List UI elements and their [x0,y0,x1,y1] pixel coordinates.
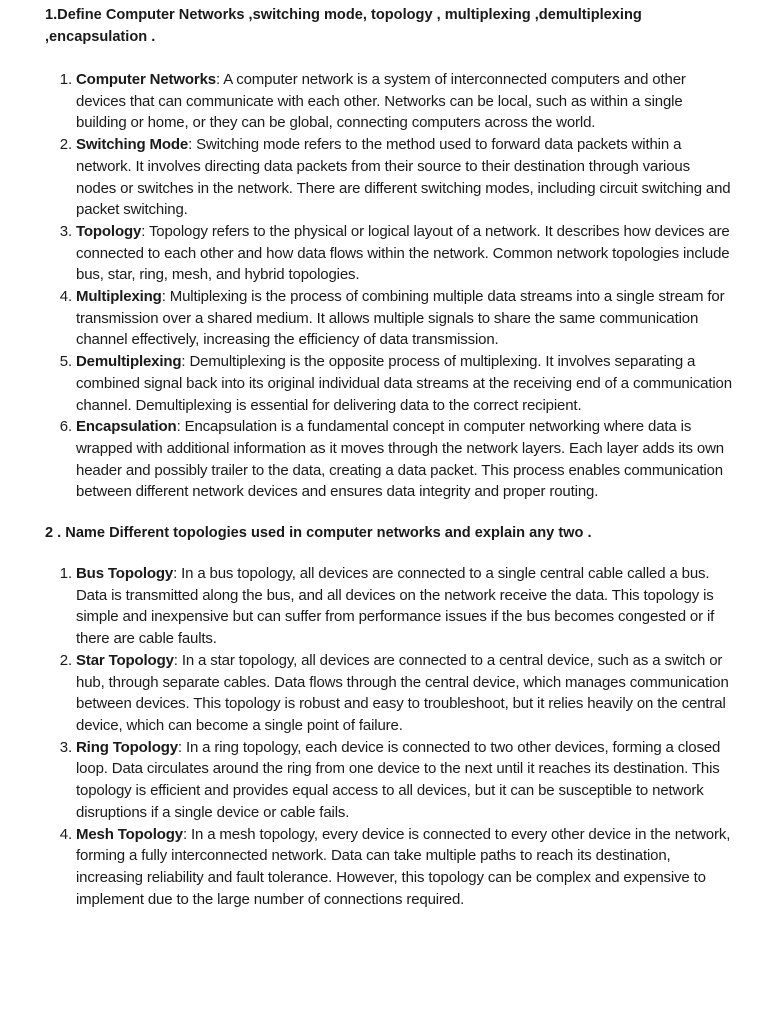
term-demultiplexing: Demultiplexing [76,353,182,371]
term-ring-topology: Ring Topology [76,738,178,756]
term-bus-topology: Bus Topology [76,565,174,583]
definition-mesh-topology: : In a mesh topology, every device is connected to every other device in the network, forming a fully interconnected network. Data can take multiple paths to reach its destination, increasing reliability and fault tolerance. However, this topology can be complex and expensive to implement due to the large number of connections required. [76,825,731,908]
definition-demultiplexing: : Demultiplexing is the opposite process of multiplexing. It involves separating a combined signal back into its original individual data streams at the receiving end of a communication channel. Demultiplexing is essential for delivering data to the correct recipient. [76,353,732,414]
definition-ring-topology: : In a ring topology, each device is connected to two other devices, forming a closed loop. Data circulates around the ring from one device to the next until it reaches its destination. This topology is efficient and provides equal access to all devices, but it can be susceptible to network disruptions if a single device or cable fails. [76,738,721,821]
definition-bus-topology: : In a bus topology, all devices are connected to a single central cable called a bus. Data is transmitted along the bus, and all devices on the network receive the data. This topology is simple and inexpensive but can suffer from performance issues if the bus becomes congested or if there are cable faults. [76,565,715,648]
list-item-star-topology [76,650,732,737]
list-item-encapsulation [76,416,732,503]
term-star-topology: Star Topology [76,651,174,669]
term-switching-mode: Switching Mode [76,136,189,154]
list-item-mesh-topology [76,824,732,911]
term-topology: Topology [76,222,142,240]
question-1-answer-list [45,69,732,503]
definition-encapsulation: : Encapsulation is a fundamental concept in computer networking where data is wrapped with additional information as it moves through the network layers. Each layer adds its own header and possibly trailer to the data, creating a data packet. This process enables communication between different network devices and ensures data integrity and proper routing. [76,418,724,501]
list-item-multiplexing [76,286,732,351]
question-2-answer-list [45,563,732,910]
list-item-topology [76,221,732,286]
list-item-computer-networks [76,69,732,134]
list-item-demultiplexing [76,351,732,416]
definition-switching-mode: : Switching mode refers to the method used to forward data packets within a network. It involves directing data packets from their source to their destination through various nodes or switches in the network. There are different switching modes, including circuit switching and packet switching. [76,136,731,219]
definition-multiplexing: : Multiplexing is the process of combining multiple data streams into a single stream for transmission over a shared medium. It allows multiple signals to share the same communication channel effectively, increasing the efficiency of data transmission. [76,288,725,349]
term-mesh-topology: Mesh Topology [76,825,183,843]
term-multiplexing: Multiplexing [76,288,162,306]
term-encapsulation: Encapsulation [76,418,177,436]
question-2-heading: 2 . Name Different topologies used in computer networks and explain any two . [45,525,592,542]
list-item-switching-mode [76,134,732,221]
list-item-ring-topology [76,737,732,824]
term-computer-networks: Computer Networks [76,71,216,88]
definition-star-topology: : In a star topology, all devices are connected to a central device, such as a switch or hub, through separate cables. Data flows through the central device, which manages communication between devices. This topology is robust and easy to troubleshoot, but it relies heavily on the central device, which can become a single point of failure. [76,651,729,734]
definition-topology: : Topology refers to the physical or logical layout of a network. It describes how devices are connected to each other and how data flows within the network. Common network topologies include bus, star, ring, mesh, and hybrid topologies. [76,222,730,284]
list-item-bus-topology [76,563,732,650]
definition-computer-networks: : A computer network is a system of interconnected computers and other devices that can communicate with each other. Networks can be local, such as within a single building or home, or they can be global, connecting computers across the world. [76,71,686,132]
question-1-heading: 1.Define Computer Networks ,switching mode, topology , multiplexing ,demultiplexing ,encapsulation . [45,7,642,45]
